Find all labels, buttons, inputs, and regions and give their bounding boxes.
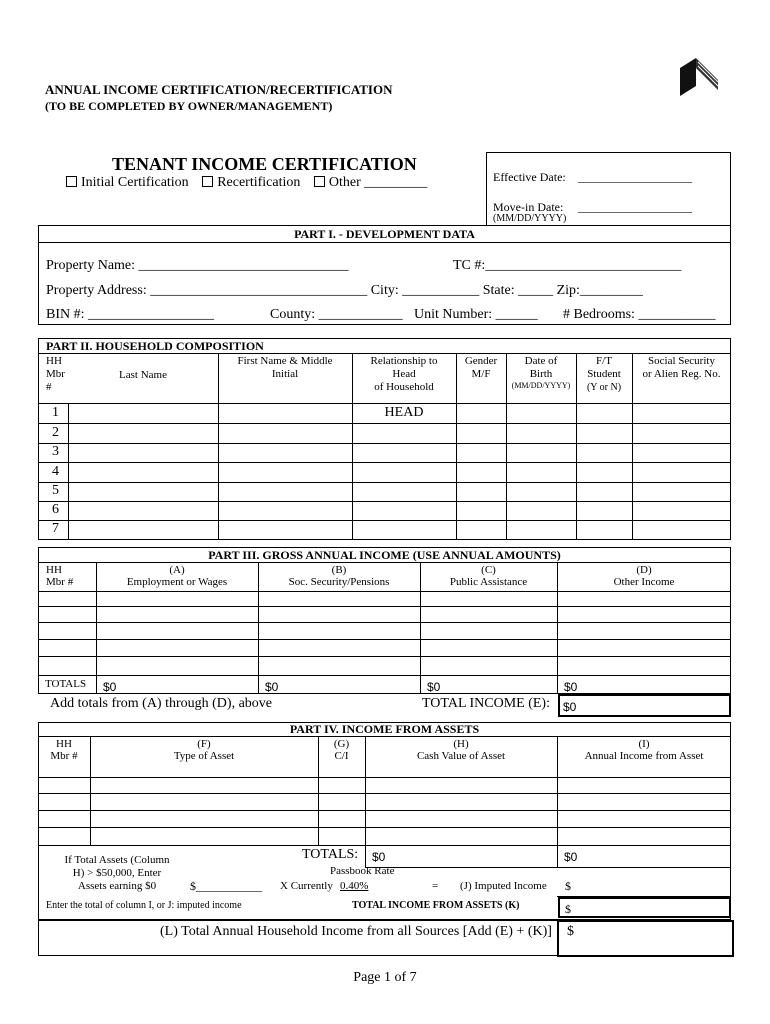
currently-label: X Currently (280, 880, 333, 892)
total-d-value: $0 (564, 680, 578, 694)
unit-number-field[interactable]: Unit Number: ______ (414, 307, 538, 322)
col-hh-mbr: HH Mbr # (46, 355, 65, 393)
p3-totals-label: TOTALS (45, 678, 87, 690)
enter-total-text: Enter the total of column I, or J: imputed income (46, 900, 242, 911)
row-number: 4 (52, 464, 59, 479)
p3-col-b: (B) Soc. Security/Pensions (288, 564, 390, 588)
p4-col-hh: HH Mbr # (50, 738, 78, 762)
col-gender: Gender M/F (464, 355, 498, 380)
bedrooms-field[interactable]: # Bedrooms: ___________ (563, 307, 716, 322)
col-date-of-birth: Date of Birth (524, 355, 558, 380)
initial-certification-option[interactable]: Initial Certification (66, 175, 189, 190)
total-assets-box (558, 897, 731, 918)
form-subtitle: (TO BE COMPLETED BY OWNER/MANAGEMENT) (45, 99, 333, 113)
part2-title: PART II. HOUSEHOLD COMPOSITION (46, 339, 264, 353)
p4-col-f: (F) Type of Asset (173, 738, 235, 762)
recertification-option[interactable]: Recertification (202, 175, 300, 190)
row-number: 5 (52, 483, 59, 498)
county-field[interactable]: County: ____________ (270, 307, 403, 322)
passbook-rate-label: Passbook Rate (330, 865, 395, 877)
total-c-value: $0 (427, 680, 441, 694)
checkbox-icon[interactable] (314, 176, 325, 187)
head-of-household-text: HEAD (384, 405, 424, 420)
p4-col-i: (I) Annual Income from Asset (584, 738, 704, 762)
p3-col-hh: HH Mbr # (46, 564, 74, 588)
p3-col-a: (A) Employment or Wages (126, 564, 228, 588)
col-ft-student: F/T Student (587, 355, 621, 380)
property-name-field[interactable]: Property Name: ______________________________ (46, 258, 349, 273)
total-assets-label: TOTAL INCOME FROM ASSETS (K) (352, 900, 520, 911)
row-number: 2 (52, 425, 59, 440)
assets-dollar-field[interactable]: $___________ (190, 879, 262, 893)
movein-date-label: Move-in Date: (493, 200, 564, 214)
p3-col-c: (C) Public Assistance (449, 564, 528, 588)
certification-options (66, 175, 427, 191)
equals-sign: = (432, 880, 439, 892)
row-number: 6 (52, 502, 59, 517)
imputed-income-value: $ (565, 879, 571, 893)
passbook-rate-value: 0.40% (340, 880, 369, 892)
total-a-value: $0 (103, 680, 117, 694)
col-dob-format: (MM/DD/YYYY) (511, 381, 571, 390)
col-relationship: Relationship to Head of Household (370, 355, 438, 393)
col-ft-yn: (Y or N) (586, 382, 622, 393)
date-format-note: (MM/DD/YYYY) (493, 213, 567, 224)
part4-title: PART IV. INCOME FROM ASSETS (289, 722, 480, 736)
add-totals-text: Add totals from (A) through (D), above (50, 696, 273, 711)
checkbox-icon[interactable] (202, 176, 213, 187)
company-logo (678, 56, 720, 98)
total-income-value: $0 (563, 700, 577, 714)
effective-date-field[interactable]: ___________________ (578, 170, 692, 184)
col-ssn: Social Security or Alien Reg. No. (642, 355, 721, 380)
part1-title: PART I. - DEVELOPMENT DATA (294, 227, 475, 241)
checkbox-icon[interactable] (66, 176, 77, 187)
part3-title: PART III. GROSS ANNUAL INCOME (USE ANNUAL AMOUNTS) (208, 548, 561, 562)
total-income-label: TOTAL INCOME (E): (422, 696, 550, 711)
col-last-name: Last Name (119, 369, 167, 381)
property-address-field[interactable]: Property Address: _______________________________ City: ___________ State: _____ Zip:_________ (46, 283, 643, 298)
p4-col-h: (H) Cash Value of Asset (416, 738, 506, 762)
movein-date-field[interactable]: ___________________ (578, 200, 692, 214)
total-assets-value: $ (565, 902, 571, 916)
certification-title: TENANT INCOME CERTIFICATION (112, 154, 417, 174)
total-i-value: $0 (564, 850, 578, 864)
total-h-value: $0 (372, 850, 386, 864)
if-total-assets-text: If Total Assets (Column H) > $50,000, Enter Assets earning $0 (64, 854, 170, 892)
p4-totals-label: TOTALS: (302, 847, 359, 862)
other-option[interactable]: Other _________ (314, 175, 427, 190)
p4-col-g: (G) C/I (333, 738, 350, 762)
total-income-box (558, 694, 731, 717)
total-b-value: $0 (265, 680, 279, 694)
bin-field[interactable]: BIN #: __________________ (46, 307, 214, 322)
col-first-name: First Name & Middle Initial (237, 355, 333, 380)
row-number: 3 (52, 444, 59, 459)
total-household-income-label: (L) Total Annual Household Income from all Sources [Add (E) + (K)] (160, 924, 552, 939)
form-title: ANNUAL INCOME CERTIFICATION/RECERTIFICATION (45, 82, 393, 97)
total-household-income-box (557, 920, 734, 957)
tc-number-field[interactable]: TC #:____________________________ (453, 258, 682, 273)
row-number: 1 (52, 405, 59, 420)
p3-col-d: (D) Other Income (613, 564, 675, 588)
imputed-income-label: (J) Imputed Income (460, 880, 547, 892)
row-number: 7 (52, 521, 59, 536)
total-household-income-value: $ (567, 924, 574, 939)
page-number: Page 1 of 7 (353, 970, 417, 985)
effective-date-label: Effective Date: (493, 170, 566, 184)
